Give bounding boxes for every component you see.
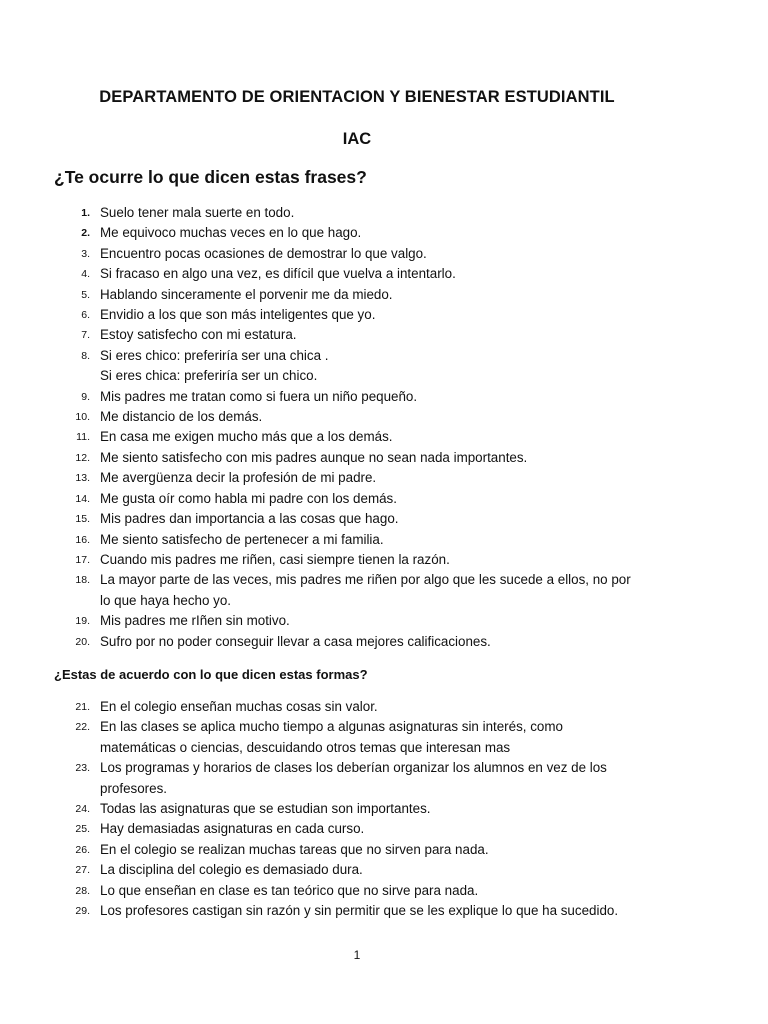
item-text (100, 901, 680, 921)
section-2-list (60, 697, 680, 921)
item-number: 2. (81, 227, 90, 240)
item-text (100, 448, 680, 468)
list-item (60, 203, 680, 223)
page-number: 1 (353, 948, 361, 962)
item-number: 23. (75, 762, 90, 775)
item-text (100, 285, 680, 305)
item-number: 1. (81, 207, 90, 219)
list-item (60, 697, 680, 717)
list-item (60, 632, 680, 652)
item-text-line: Estoy satisfecho con mi estatura. (100, 327, 297, 343)
item-text-line: Me gusta oír como habla mi padre con los demás. (100, 490, 397, 506)
item-text-line: Todas las asignaturas que se estudian son importantes. (100, 801, 431, 817)
item-text (100, 799, 680, 819)
item-text-line: Envidio a los que son más inteligentes que yo. (100, 307, 376, 323)
list-item (60, 550, 680, 570)
list-item (60, 530, 680, 550)
item-text-line: Me siento satisfecho de pertenecer a mi familia. (100, 531, 384, 547)
item-number: 27. (75, 864, 90, 877)
item-text-line: Suelo tener mala suerte en todo. (100, 205, 295, 220)
item-text-line: Sufro por no poder conseguir llevar a casa mejores calificaciones. (100, 633, 491, 649)
list-item (60, 881, 680, 901)
item-text (100, 881, 680, 901)
item-number: 11. (76, 431, 90, 444)
item-number: 13. (75, 472, 90, 485)
item-text (100, 819, 680, 839)
item-text-line: Si fracaso en algo una vez, es difícil que vuelva a intentarlo. (100, 266, 456, 282)
list-item (60, 489, 680, 509)
item-text-line: Hablando sinceramente el porvenir me da miedo. (100, 286, 393, 302)
item-text (100, 611, 680, 631)
item-text (100, 697, 680, 717)
item-text (100, 860, 680, 880)
document-code: IAC (342, 130, 372, 148)
item-text-line: Cuando mis padres me riñen, casi siempre tienen la razón. (100, 551, 450, 567)
item-text-line: Si eres chico: preferiría ser una chica . (100, 347, 329, 363)
item-number: 14. (75, 492, 90, 505)
section-1-list (60, 203, 680, 652)
item-number: 21. (75, 701, 90, 713)
list-item (60, 325, 680, 345)
item-text (100, 427, 680, 447)
list-item (60, 758, 680, 799)
item-number: 17. (75, 553, 90, 566)
item-number: 26. (75, 843, 90, 856)
list-item (60, 611, 680, 631)
item-number: 8. (81, 349, 90, 362)
list-item (60, 901, 680, 921)
item-text-line: Hay demasiadas asignaturas en cada curso. (100, 821, 365, 837)
item-number: 6. (81, 309, 90, 322)
item-text (100, 550, 680, 570)
item-text (100, 305, 680, 325)
item-number: 19. (75, 615, 90, 628)
item-text-line: Mis padres me tratan como si fuera un niño pequeño. (100, 388, 418, 404)
item-text (100, 840, 680, 860)
item-number: 7. (81, 329, 90, 342)
list-item (60, 819, 680, 839)
list-item (60, 799, 680, 819)
list-item (60, 860, 680, 880)
item-text (100, 758, 680, 799)
list-item (60, 244, 680, 264)
item-text-line: Los profesores castigan sin razón y sin permitir que se les explique lo que ha sucedido. (100, 903, 619, 919)
item-text (100, 203, 680, 223)
item-text (100, 387, 680, 407)
item-number: 9. (81, 390, 90, 403)
item-text (100, 717, 680, 758)
list-item (60, 285, 680, 305)
item-text-line: Me avergüenza decir la profesión de mi padre. (100, 470, 377, 486)
item-text (100, 530, 680, 550)
list-item (60, 427, 680, 447)
section-1-heading: ¿Te ocurre lo que dicen estas frases? (54, 167, 367, 187)
item-text (100, 244, 680, 264)
item-text (100, 264, 680, 284)
list-item (60, 468, 680, 488)
list-item (60, 407, 680, 427)
list-item (60, 305, 680, 325)
item-text-line: Si eres chica: preferiría ser un chico. (100, 368, 318, 384)
item-number: 15. (75, 513, 90, 526)
item-number: 16. (75, 533, 90, 546)
item-text (100, 632, 680, 652)
list-item (60, 448, 680, 468)
item-text-line: Lo que enseñan en clase es tan teórico que no sirve para nada. (100, 882, 479, 898)
list-item (60, 570, 680, 611)
item-text-line: La disciplina del colegio es demasiado dura. (100, 862, 363, 878)
item-text (100, 407, 680, 427)
item-number: 22. (75, 721, 90, 734)
item-number: 3. (81, 247, 90, 260)
department-title: DEPARTAMENTO DE ORIENTACION Y BIENESTAR ESTUDIANTIL (99, 88, 615, 106)
item-text-line: Encuentro pocas ocasiones de demostrar lo que valgo. (100, 245, 427, 261)
item-text-line: En las clases se aplica mucho tiempo a algunas asignaturas sin interés, como (100, 719, 563, 735)
item-text (100, 509, 680, 529)
item-text (100, 346, 680, 387)
item-number: 20. (75, 635, 90, 648)
list-item (60, 509, 680, 529)
item-text (100, 325, 680, 345)
item-text-line: Mis padres me rIñen sin motivo. (100, 613, 290, 629)
item-number: 18. (75, 574, 90, 587)
item-text-line: Me distancio de los demás. (100, 409, 263, 425)
list-item (60, 840, 680, 860)
section-2-heading: ¿Estas de acuerdo con lo que dicen estas formas? (54, 667, 368, 682)
list-item (60, 264, 680, 284)
item-text (100, 489, 680, 509)
item-number: 29. (75, 905, 90, 918)
item-number: 4. (81, 268, 90, 281)
item-text (100, 223, 680, 243)
list-item (60, 717, 680, 758)
item-text-line: En el colegio se realizan muchas tareas que no sirven para nada. (100, 841, 489, 857)
item-text-line: En casa me exigen mucho más que a los demás. (100, 429, 393, 445)
item-text-line: La mayor parte de las veces, mis padres me riñen por algo que les sucede a ellos, no por (100, 572, 631, 588)
item-number: 12. (75, 451, 90, 464)
item-number: 10. (75, 411, 90, 424)
item-text-line: matemáticas o ciencias, descuidando otros temas que interesan mas (100, 739, 511, 755)
item-text-line: Me siento satisfecho con mis padres aunque no sean nada importantes. (100, 449, 528, 465)
item-text-line: En el colegio enseñan muchas cosas sin valor. (100, 699, 378, 714)
item-text (100, 570, 680, 611)
item-number: 28. (75, 884, 90, 897)
item-text-line: profesores. (100, 780, 167, 796)
list-item (60, 346, 680, 387)
item-text-line: Los programas y horarios de clases los deberían organizar los alumnos en vez de los (100, 760, 607, 776)
item-text (100, 468, 680, 488)
list-item (60, 387, 680, 407)
list-item (60, 223, 680, 243)
item-text-line: Me equivoco muchas veces en lo que hago. (100, 225, 362, 241)
item-text-line: lo que haya hecho yo. (100, 592, 232, 608)
item-text-line: Mis padres dan importancia a las cosas que hago. (100, 511, 399, 527)
item-number: 5. (81, 288, 90, 301)
item-number: 24. (75, 803, 90, 816)
item-number: 25. (75, 823, 90, 836)
